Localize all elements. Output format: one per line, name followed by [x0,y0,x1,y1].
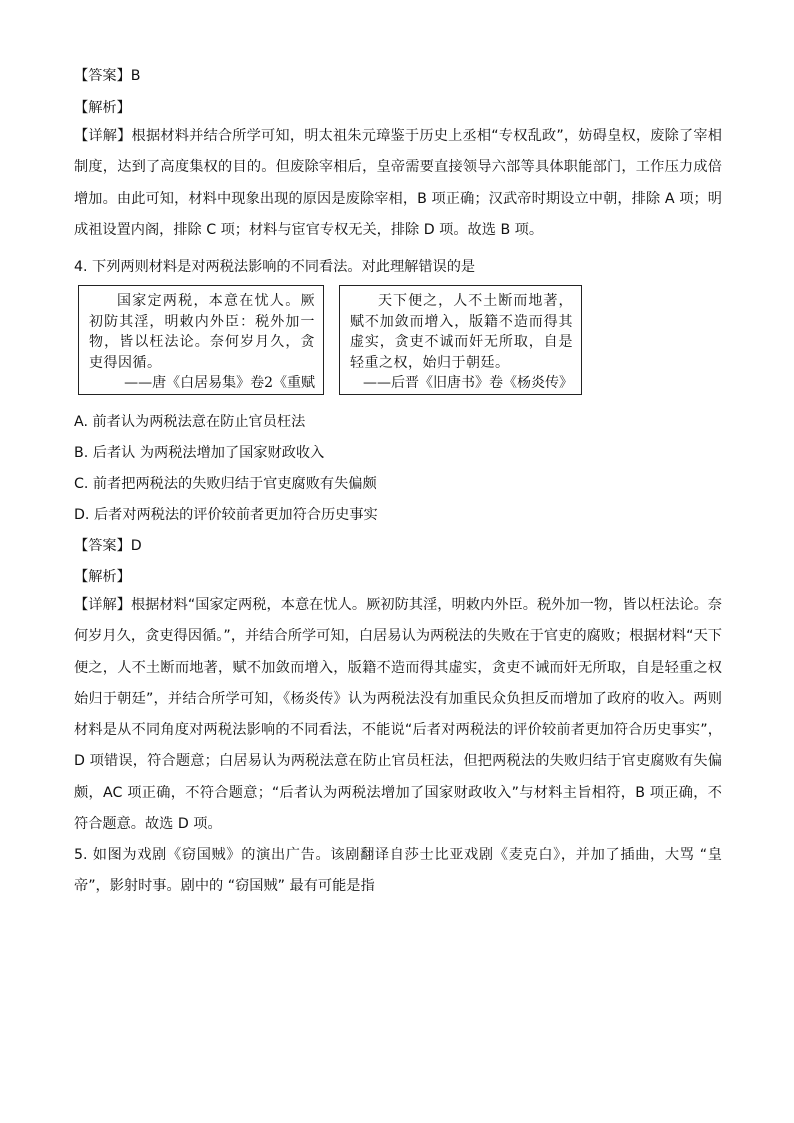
q5-stem: 5. 如图为戏剧《窃国贼》的演出广告。该剧翻译自莎士比亚戏剧《麦克白》，并加了插曲，大骂 “皇帝”，影射时事。剧中的 “窃国贼” 最有可能是指 [74,847,722,895]
q4-material-right-source: ——后晋《旧唐书》卷《杨炎传》 [363,375,573,391]
q4-material-left [78,285,324,395]
q4-option-a: A. 前者认为两税法意在防止官员枉法 [74,414,306,430]
q4-material-right-text: 天下便之，人不土断而地著，赋不加敛而增入，版籍不造而得其虚实，贪吏不诚而奸无所取，自是轻重之权，始归于朝廷。 [350,293,573,371]
q4-material-right [339,285,582,395]
q4-detail: 【详解】根据材料“国家定两税，本意在忧人。厥初防其淫，明敕内外臣。税外加一物，皆以枉法论。奈何岁月久，贪吏得因循。”，并结合所学可知，白居易认为两税法的失败在于官吏的腐败；根据材料“天下便之，人不土断而地著，赋不加敛而增入，版籍不造而得其虚实，贪吏不诫而奸无所取，自是轻重之权始归于朝廷”，并结合所学可知，《杨炎传》认为两税法没有加重民众负担反而增加了政府的收入。两则材料是从不同角度对两税法影响的不同看法，不能说“后者对两税法的评价较前者更加符合历史事实”，D 项错误，符合题意；白居易认为两税法意在防止官员枉法，但把两税法的失败归结于官吏腐败有失偏颇，AC 项正确，不符合题意；“后者认为两税法增加了国家财政收入”与材料主旨相符，B 项正确，不符合题意。故选 D 项。 [74,597,722,833]
q3-analysis-heading: 【解析】 [74,100,131,116]
q4-analysis-label: 解析 [88,569,117,585]
q4-option-c: C. 前者把两税法的失败归结于官吏腐败有失偏颇 [74,476,377,492]
q4-answer: 【答案】D [74,538,142,554]
q3-analysis-label: 解析 [88,100,117,116]
q4-option-b: B. 后者认 为两税法增加了国家财政收入 [74,445,325,461]
q4-stem: 4. 下列两则材料是对两税法影响的不同看法。对此理解错误的是 [74,259,476,275]
q4-analysis-heading: 【解析】 [74,569,131,585]
q4-option-d: D. 后者对两税法的评价较前者更加符合历史事实 [74,507,378,523]
q4-material-left-text: 国家定两税，本意在忧人。厥初防其淫，明敕内外臣：税外加一物，皆以枉法论。奈何岁月久，贪吏得因循。 [89,293,315,371]
q4-material-left-source: ——唐《白居易集》卷2《重赋 [124,375,315,391]
q3-detail: 【详解】根据材料并结合所学可知，明太祖朱元璋鉴于历史上丞相“专权乱政”，妨碍皇权，废除了宰相制度，达到了高度集权的目的。但废除宰相后，皇帝需要直接领导六部等具体职能部门，工作压力成倍增加。由此可知，材料中现象出现的原因是废除宰相，B 项正确；汉武帝时期设立中朝，排除 A 项；明成祖设置内阁，排除 C 项；材料与宦官专权无关，排除 D 项。故选 B 项。 [74,128,722,238]
q3-answer: 【答案】B [74,68,141,84]
